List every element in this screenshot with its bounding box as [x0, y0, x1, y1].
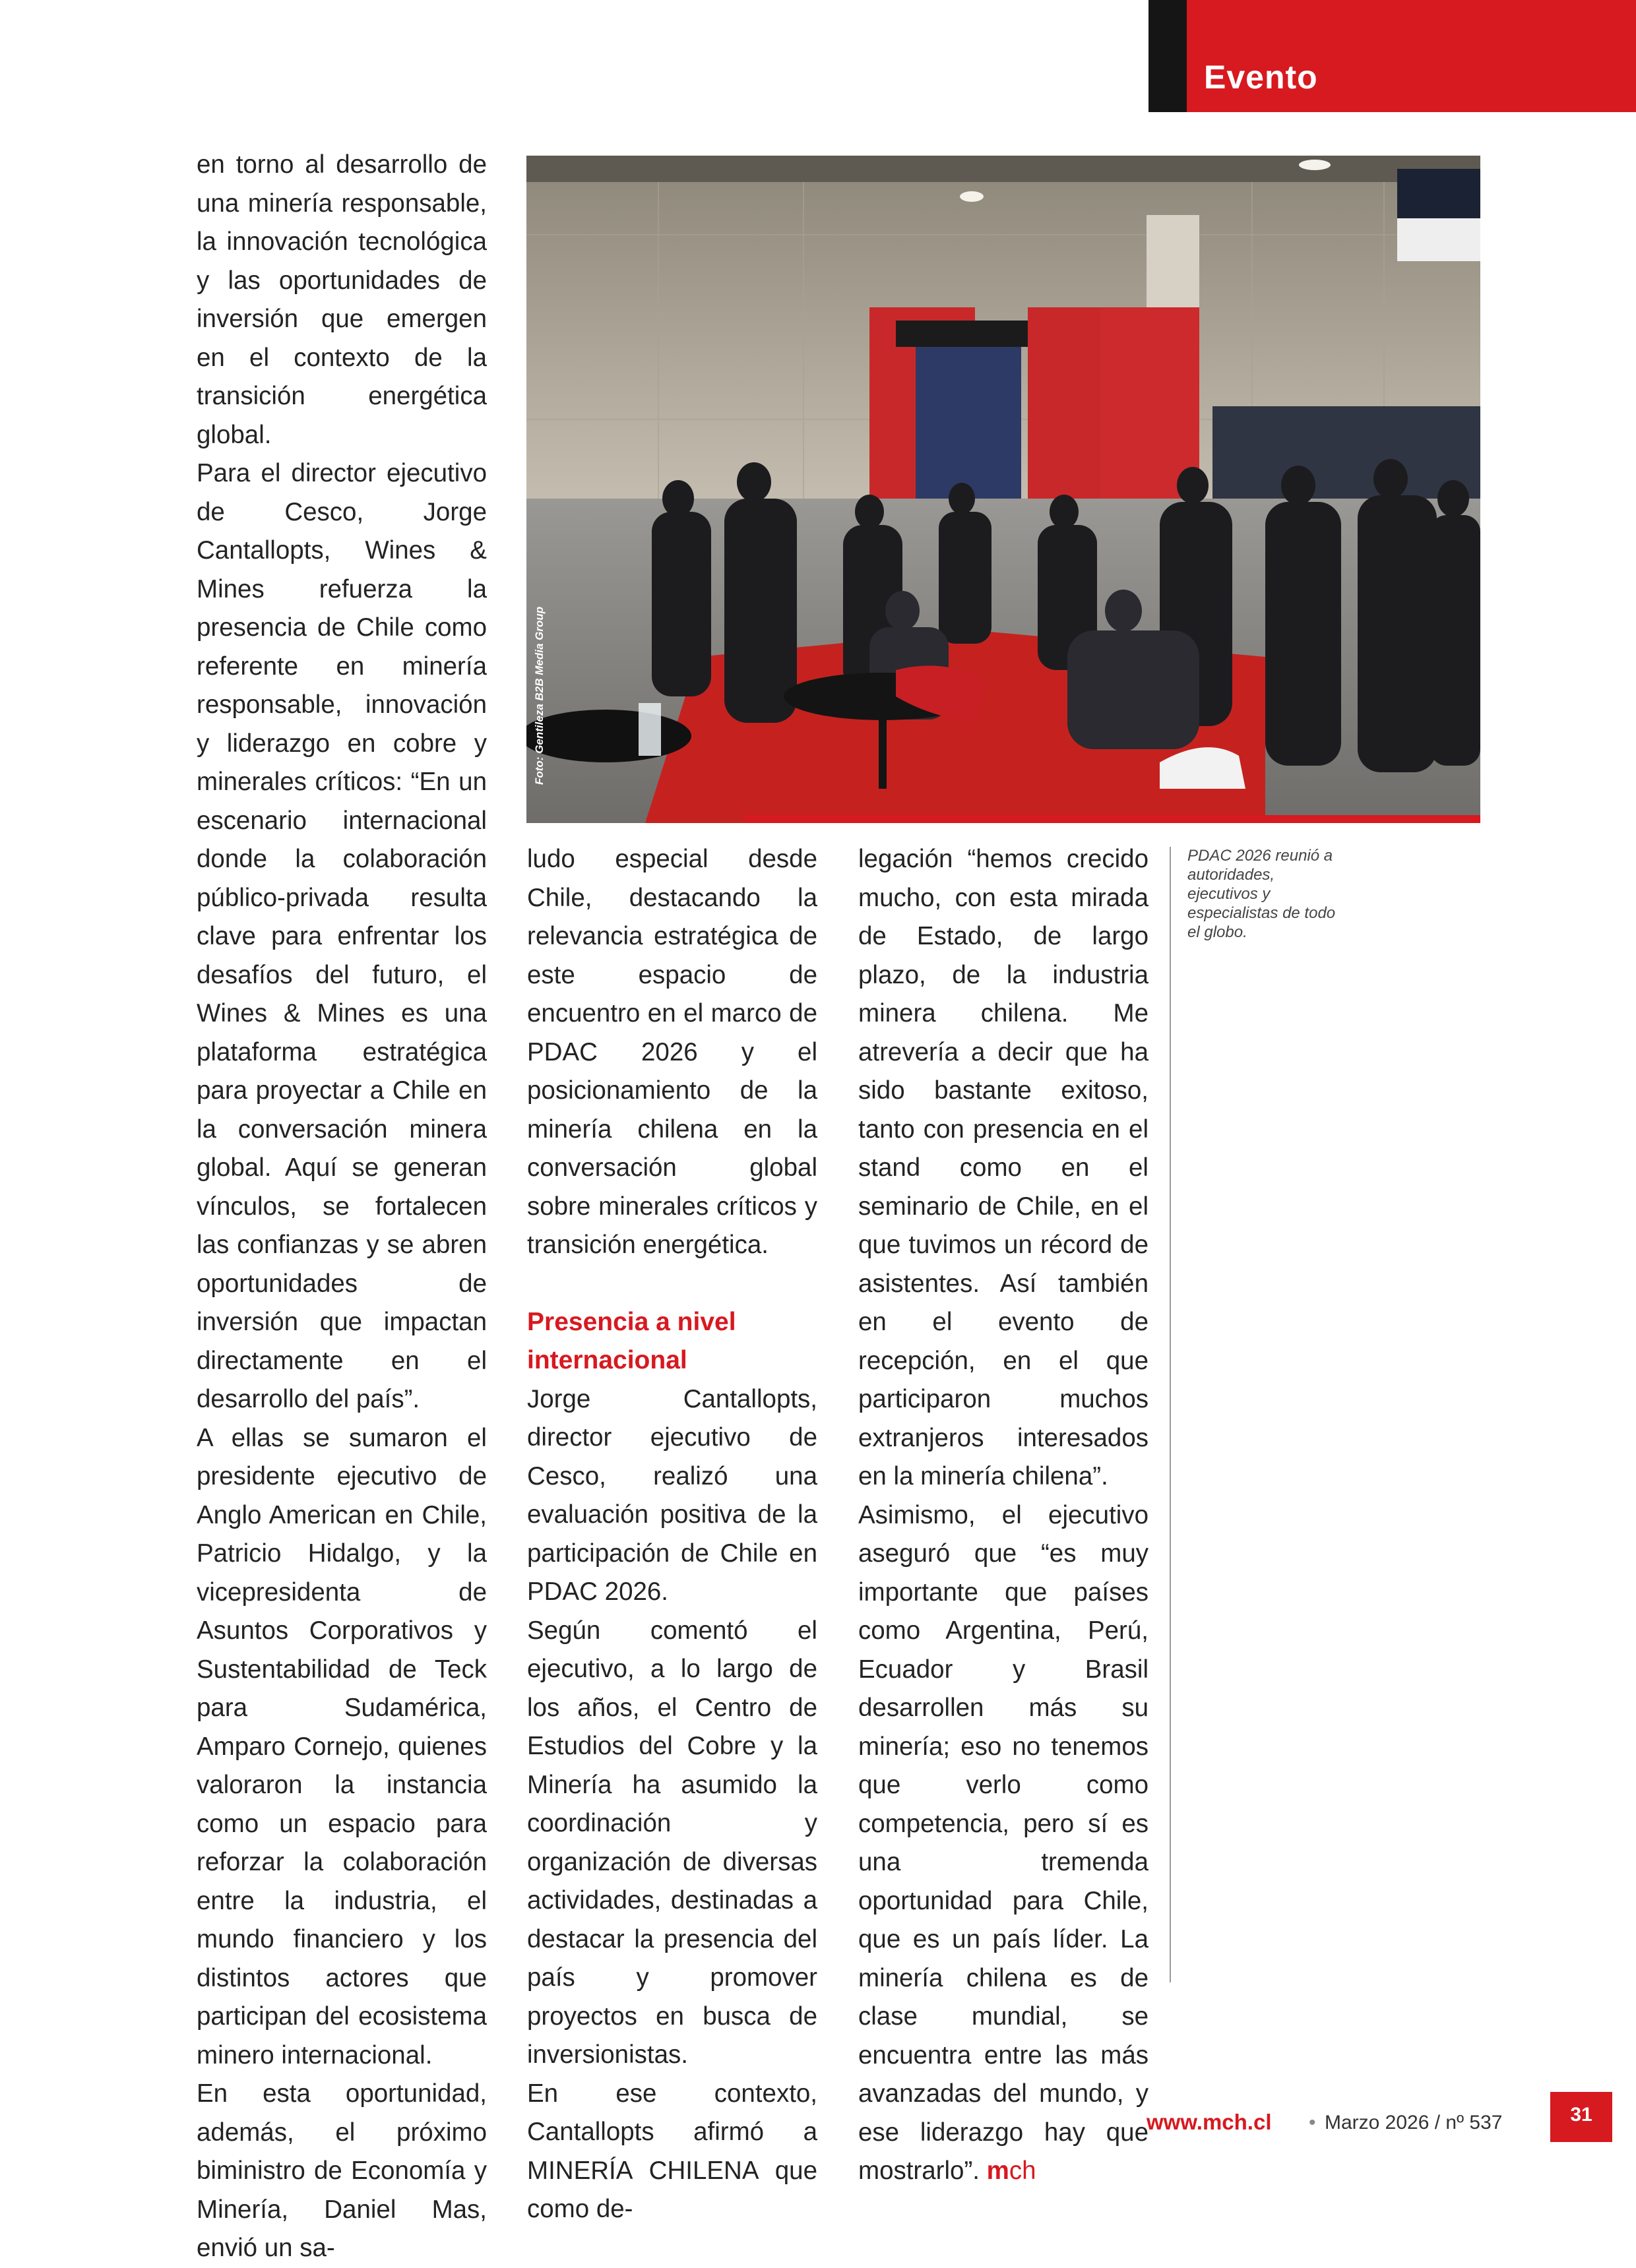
paragraph-text: Asimismo, el ejecutivo aseguró que “es muy importante que países como Argentina, Perú, Ecuador y Brasil desarrollen más su minería; eso no tenemos que verlo como competencia, pero sí es una tremenda oportunidad para Chile, que es un país líder. La minería chilena es de clase mundial, se encuentra entre las más avanzadas del mundo, y ese liderazgo hay que mostrarlo”.	[858, 1500, 1148, 2185]
end-mark-ch: ch	[1009, 2157, 1036, 2185]
mch-end-mark	[987, 2157, 1036, 2185]
photo-caption: PDAC 2026 reunió a autoridades, ejecutivos y especialistas de todo el globo.	[1187, 847, 1336, 941]
event-photo	[526, 156, 1480, 823]
paragraph: Para el director ejecutivo de Cesco, Jorge Cantallopts, Wines & Mines refuerza la presencia de Chile como referente en minería responsable, innovación y liderazgo en cobre y minerales críticos: “En un escenario internacional donde la colaboración público-privada resulta clave para enfrentar los desafíos del futuro, el Wines & Mines es una plataforma estratégica para proyectar a Chile en la conversación minera global. Aquí se generan vínculos, se fortalecen las confianzas y se abren oportunidades de inversión que impactan directamente en el desarrollo del país”.	[197, 459, 487, 1413]
caption-divider	[1170, 847, 1171, 1982]
paragraph: En esta oportunidad, además, el próximo biministro de Economía y Minería, Daniel Mas, envió un sa-	[197, 2079, 487, 2262]
article-column-1	[197, 146, 487, 2268]
footer-issue: Marzo 2026 / nº 537	[1325, 2112, 1503, 2133]
paragraph: A ellas se sumaron el presidente ejecutivo de Anglo American en Chile, Patricio Hidalgo, y la vicepresidenta de Asuntos Corporativos y Sustentabilidad de Teck para Sudamérica, Amparo Cornejo, quienes valoraron la instancia como un espacio para reforzar la colaboración entre la industria, el mundo financiero y los distintos actores que participan del ecosistema minero internacional.	[197, 1423, 487, 2069]
paragraph: En ese contexto, Cantallopts afirmó a MINERÍA CHILENA que como de-	[527, 2079, 817, 2223]
footer-website-link[interactable]: www.mch.cl	[1147, 2110, 1272, 2134]
article-column-3	[858, 840, 1148, 2191]
page-number: 31	[1570, 2104, 1592, 2126]
page-number-box	[1550, 2092, 1612, 2142]
end-mark-m: m	[986, 2157, 1009, 2185]
footer-separator: •	[1309, 2112, 1316, 2133]
section-label: Evento	[1204, 59, 1318, 96]
paragraph: legación “hemos crecido mucho, con esta mirada de Estado, de largo plazo, de la industria minera chilena. Me atrevería a decir que ha sido bastante exitoso, tanto con presencia en el stand como en el seminario de Chile, en el que tuvimos un récord de asistentes. Así también en el evento de recepción, en el que participaron muchos extranjeros interesados en la minería chilena”.	[858, 845, 1148, 1490]
paragraph: Jorge Cantallopts, director ejecutivo de Cesco, realizó una evaluación positiva de la participación de Chile en PDAC 2026.	[527, 1384, 817, 1606]
section-bar-black-tab	[1148, 0, 1187, 112]
photo-credit: Foto: Gentileza B2B Media Group	[533, 606, 546, 785]
paragraph	[858, 1496, 1148, 2191]
section-subheading: Presencia a nivel internacional	[527, 1307, 736, 1374]
section-header-bar	[1148, 0, 1636, 112]
paragraph: en torno al desarrollo de una minería responsable, la innovación tecnológica y las oportunidades de inversión que emergen en el contexto de la transición energética global.	[197, 150, 487, 449]
paragraph: Según comentó el ejecutivo, a lo largo de los años, el Centro de Estudios del Cobre y la Minería ha asumido la coordinación y organización de diversas actividades, destinadas a destacar la presencia del país y promover proyectos en busca de inversionistas.	[527, 1616, 817, 2069]
paragraph: ludo especial desde Chile, destacando la relevancia estratégica de este espacio de encuentro en el marco de PDAC 2026 y el posicionamiento de la minería chilena en la conversación global sobre minerales críticos y transición energética.	[527, 845, 817, 1259]
event-photo-illustration	[526, 156, 1480, 823]
article-column-2	[527, 840, 817, 2229]
